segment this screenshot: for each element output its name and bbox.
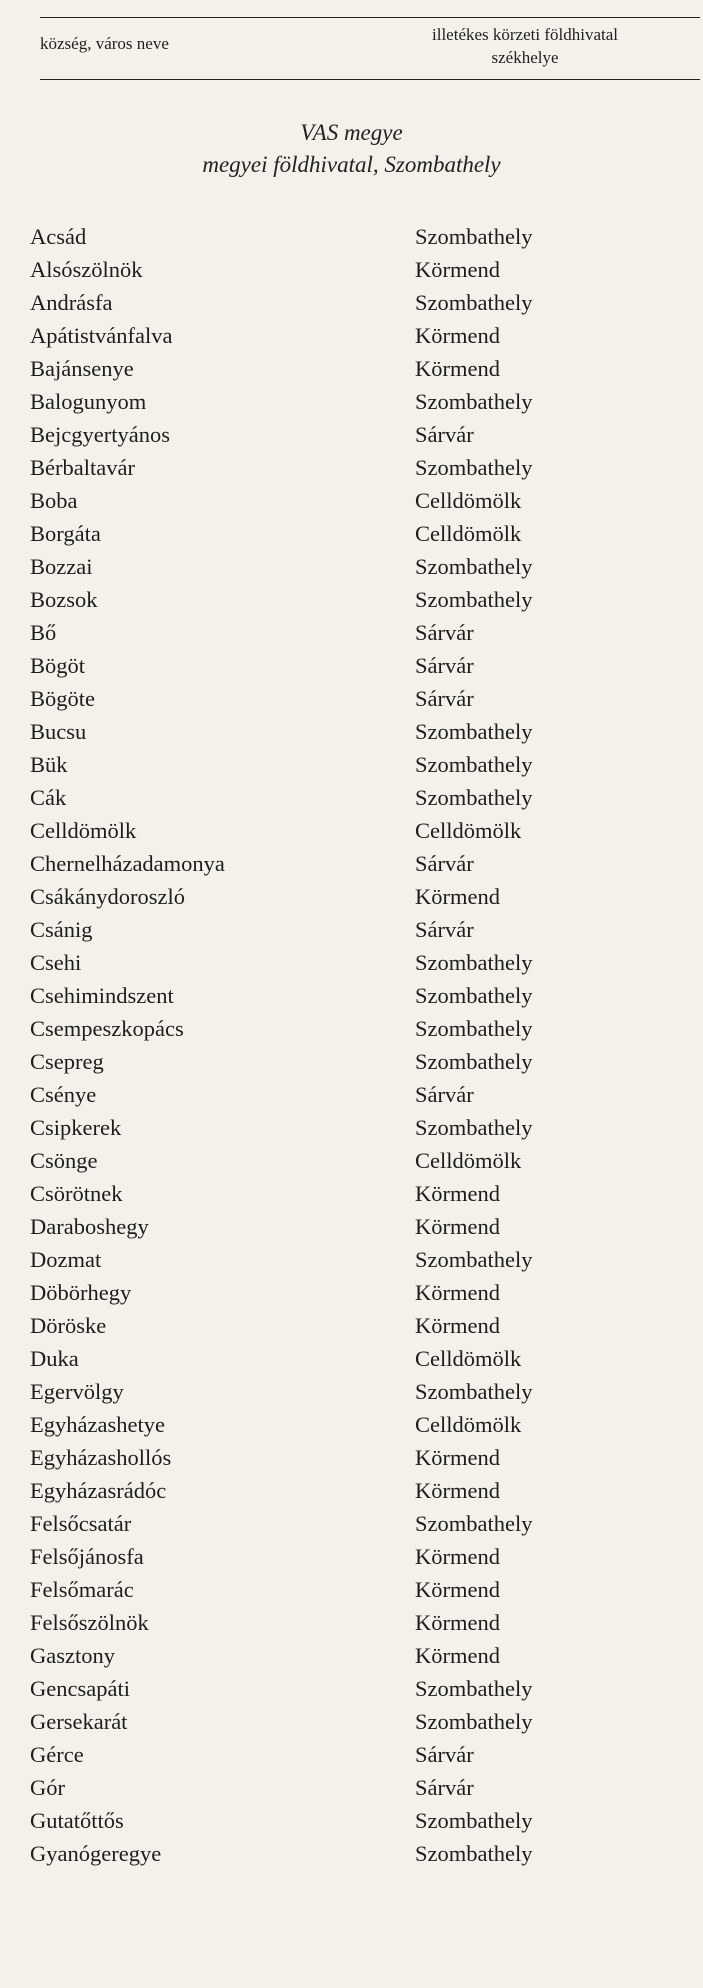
table-row <box>0 1639 703 1672</box>
table-row <box>0 352 703 385</box>
municipality-name: Bejcgyertyános <box>30 422 170 447</box>
municipality-name: Egyházashetye <box>30 1412 165 1437</box>
table-row <box>0 1738 703 1771</box>
municipality-name: Felsőszölnök <box>30 1610 149 1635</box>
municipality-name: Egyházashollós <box>30 1445 172 1470</box>
table-row <box>0 1111 703 1144</box>
municipality-name: Bozsok <box>30 587 98 612</box>
land-office-seat: Szombathely <box>415 719 533 744</box>
municipality-name: Csipkerek <box>30 1115 122 1140</box>
land-office-seat: Szombathely <box>415 950 533 975</box>
land-office-seat: Körmend <box>415 884 500 909</box>
municipality-name: Dozmat <box>30 1247 102 1272</box>
municipality-name: Csákánydoroszló <box>30 884 185 909</box>
municipality-name: Csénye <box>30 1082 97 1107</box>
table-row <box>0 385 703 418</box>
land-office-seat: Szombathely <box>415 1841 533 1866</box>
table-row <box>0 1078 703 1111</box>
land-office-seat: Sárvár <box>415 1775 474 1800</box>
table-row <box>0 1573 703 1606</box>
municipality-name: Boba <box>30 488 78 513</box>
table-row <box>0 649 703 682</box>
municipality-name: Döbörhegy <box>30 1280 132 1305</box>
land-office-seat: Szombathely <box>415 587 533 612</box>
municipality-name: Egyházasrádóc <box>30 1478 167 1503</box>
municipality-name: Bük <box>30 752 68 777</box>
municipality-name: Gérce <box>30 1742 84 1767</box>
column-header-land-office <box>390 23 660 69</box>
municipality-name: Daraboshegy <box>30 1214 149 1239</box>
land-office-seat: Körmend <box>415 1280 500 1305</box>
table-row <box>0 847 703 880</box>
municipality-name: Gersekarát <box>30 1709 128 1734</box>
land-office-seat: Szombathely <box>415 1247 533 1272</box>
table-row <box>0 1012 703 1045</box>
table-row <box>0 1804 703 1837</box>
table-row <box>0 880 703 913</box>
municipality-name: Celldömölk <box>30 818 137 843</box>
table-row <box>0 1672 703 1705</box>
land-office-seat: Körmend <box>415 1214 500 1239</box>
municipality-name: Duka <box>30 1346 79 1371</box>
land-office-seat: Szombathely <box>415 752 533 777</box>
land-office-seat: Körmend <box>415 323 500 348</box>
table-row <box>0 814 703 847</box>
land-office-seat: Szombathely <box>415 554 533 579</box>
header-bottom-rule <box>40 79 700 80</box>
table-row <box>0 1441 703 1474</box>
table-row <box>0 781 703 814</box>
land-office-seat: Körmend <box>415 1544 500 1569</box>
land-office-seat: Szombathely <box>415 983 533 1008</box>
municipality-name: Csánig <box>30 917 93 942</box>
table-row <box>0 253 703 286</box>
municipality-name: Egervölgy <box>30 1379 124 1404</box>
table-row <box>0 1342 703 1375</box>
land-office-seat: Sárvár <box>415 1742 474 1767</box>
land-office-seat: Szombathely <box>415 1379 533 1404</box>
municipality-name: Csörötnek <box>30 1181 123 1206</box>
table-row <box>0 1144 703 1177</box>
municipality-name: Csehimindszent <box>30 983 174 1008</box>
table-row <box>0 1375 703 1408</box>
table-row <box>0 979 703 1012</box>
municipality-name: Bögöt <box>30 653 86 678</box>
table-row <box>0 517 703 550</box>
land-office-seat: Szombathely <box>415 1115 533 1140</box>
municipality-name: Bajánsenye <box>30 356 134 381</box>
land-office-seat: Körmend <box>415 257 500 282</box>
column-header-land-office-line1: illetékes körzeti földhivatal <box>432 25 618 44</box>
land-office-seat: Körmend <box>415 1610 500 1635</box>
table-row <box>0 583 703 616</box>
table-row <box>0 1177 703 1210</box>
municipality-name: Bő <box>30 620 57 645</box>
land-office-seat: Szombathely <box>415 1808 533 1833</box>
table-row <box>0 1243 703 1276</box>
county-title: VAS megye <box>300 120 403 145</box>
table-row <box>0 913 703 946</box>
municipality-name: Acsád <box>30 224 87 249</box>
land-office-seat: Sárvár <box>415 620 474 645</box>
land-office-seat: Körmend <box>415 1643 500 1668</box>
table-row <box>0 319 703 352</box>
municipality-name: Apátistvánfalva <box>30 323 173 348</box>
municipality-name: Felsőmarác <box>30 1577 134 1602</box>
municipality-name: Bucsu <box>30 719 87 744</box>
land-office-seat: Celldömölk <box>415 1346 522 1371</box>
land-office-seat: Körmend <box>415 1181 500 1206</box>
land-office-seat: Sárvár <box>415 851 474 876</box>
table-row <box>0 1309 703 1342</box>
table-row <box>0 715 703 748</box>
table-row <box>0 451 703 484</box>
land-office-seat: Körmend <box>415 1313 500 1338</box>
land-office-seat: Celldömölk <box>415 1148 522 1173</box>
municipality-name: Felsőjánosfa <box>30 1544 144 1569</box>
table-row <box>0 1507 703 1540</box>
land-office-seat: Körmend <box>415 1445 500 1470</box>
table-row <box>0 1045 703 1078</box>
municipality-name: Borgáta <box>30 521 101 546</box>
land-office-seat: Sárvár <box>415 422 474 447</box>
municipality-name: Csehi <box>30 950 82 975</box>
county-subtitle: megyei földhivatal, Szombathely <box>202 152 501 177</box>
land-office-seat: Szombathely <box>415 389 533 414</box>
table-row <box>0 1210 703 1243</box>
table-row <box>0 220 703 253</box>
table-row <box>0 1705 703 1738</box>
table-row <box>0 1606 703 1639</box>
land-office-seat: Sárvár <box>415 917 474 942</box>
header-top-rule <box>40 17 700 18</box>
municipality-name: Döröske <box>30 1313 107 1338</box>
land-office-seat: Sárvár <box>415 1082 474 1107</box>
table-row <box>0 286 703 319</box>
table-row <box>0 484 703 517</box>
table-row <box>0 1276 703 1309</box>
municipality-name: Balogunyom <box>30 389 147 414</box>
municipality-name: Csönge <box>30 1148 98 1173</box>
table-row <box>0 1771 703 1804</box>
municipality-name: Bérbaltavár <box>30 455 135 480</box>
municipality-name: Gyanógeregye <box>30 1841 162 1866</box>
municipality-name: Alsószölnök <box>30 257 143 282</box>
municipality-name: Bögöte <box>30 686 95 711</box>
land-office-seat: Körmend <box>415 1478 500 1503</box>
land-office-seat: Celldömölk <box>415 818 522 843</box>
land-office-seat: Sárvár <box>415 653 474 678</box>
municipality-name: Gasztony <box>30 1643 115 1668</box>
table-row <box>0 418 703 451</box>
land-office-seat: Körmend <box>415 356 500 381</box>
municipality-name: Cák <box>30 785 67 810</box>
land-office-seat: Szombathely <box>415 224 533 249</box>
land-office-seat: Szombathely <box>415 1709 533 1734</box>
table-row <box>0 1837 703 1870</box>
table-row <box>0 946 703 979</box>
municipality-name: Andrásfa <box>30 290 113 315</box>
municipality-name: Felsőcsatár <box>30 1511 132 1536</box>
municipality-name: Chernelházadamonya <box>30 851 225 876</box>
municipality-name: Csempeszkopács <box>30 1016 184 1041</box>
land-office-seat: Szombathely <box>415 785 533 810</box>
table-row <box>0 682 703 715</box>
land-office-seat: Szombathely <box>415 1049 533 1074</box>
table-row <box>0 616 703 649</box>
column-header-municipality: község, város neve <box>40 34 169 53</box>
land-office-seat: Sárvár <box>415 686 474 711</box>
land-office-seat: Celldömölk <box>415 488 522 513</box>
table-row <box>0 550 703 583</box>
municipality-table <box>0 220 703 1870</box>
municipality-name: Gencsapáti <box>30 1676 130 1701</box>
land-office-seat: Szombathely <box>415 290 533 315</box>
municipality-name: Csepreg <box>30 1049 104 1074</box>
table-row <box>0 748 703 781</box>
table-row <box>0 1474 703 1507</box>
land-office-seat: Szombathely <box>415 455 533 480</box>
land-office-seat: Szombathely <box>415 1016 533 1041</box>
table-row <box>0 1408 703 1441</box>
land-office-seat: Körmend <box>415 1577 500 1602</box>
municipality-name: Gutatőttős <box>30 1808 124 1833</box>
land-office-seat: Celldömölk <box>415 1412 522 1437</box>
column-header-land-office-line2: székhelye <box>491 48 559 67</box>
land-office-seat: Szombathely <box>415 1511 533 1536</box>
municipality-name: Gór <box>30 1775 65 1800</box>
land-office-seat: Celldömölk <box>415 521 522 546</box>
table-row <box>0 1540 703 1573</box>
municipality-name: Bozzai <box>30 554 93 579</box>
land-office-seat: Szombathely <box>415 1676 533 1701</box>
